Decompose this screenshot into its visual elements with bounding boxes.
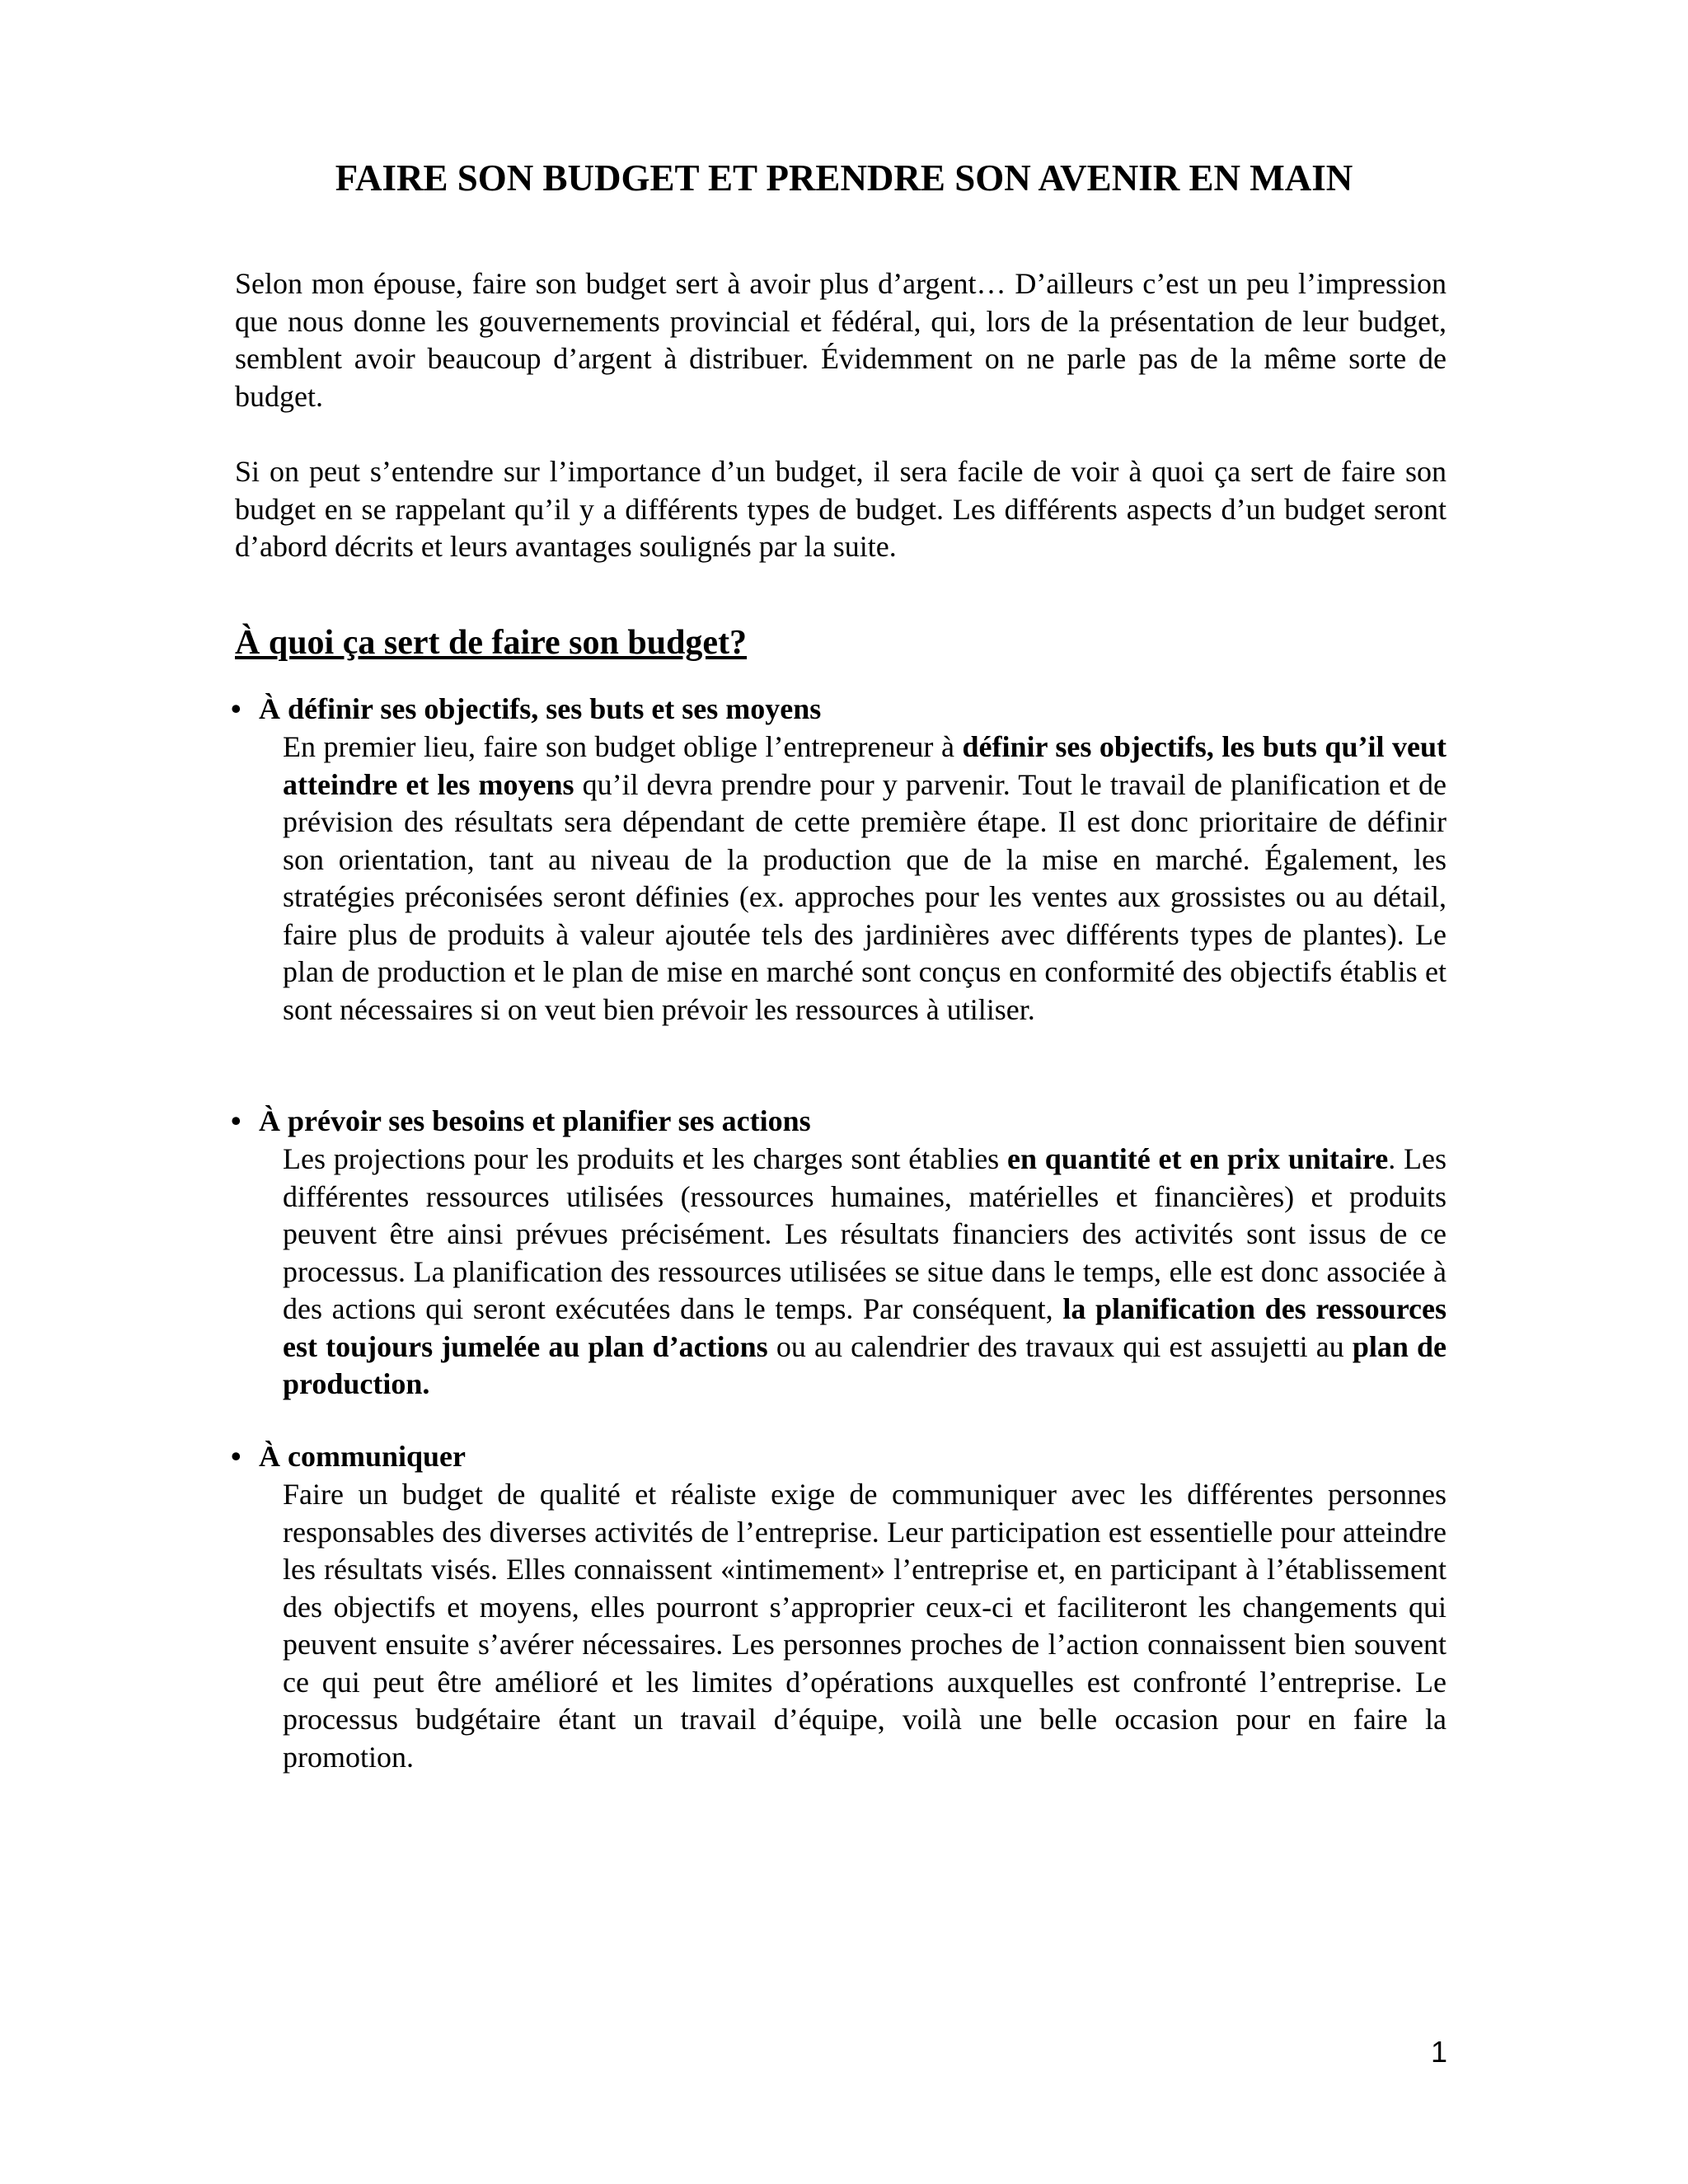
bullet-text: Faire un budget de qualité et réaliste exige de communiquer avec les différentes personnes responsables des diverses activités de l’entreprise. Leur participation est essentielle pour atteindre les résultats visés. Elles connaissent «intimement» l’entreprise et, en participant à l’établissement des objectifs et moyens, elles pourront s’approprier ceux-ci et faciliteront les changements qui peuvent ensuite s’avérer nécessaires. Les personnes proches de l’action connaissent bien souvent ce qui peut être amélioré et les limites d’opérations auxquelles est confronté l’entreprise. Le processus budgétaire étant un travail d’équipe, voilà une belle occasion pour en faire la promotion. bbox=[283, 1478, 1447, 1774]
bullet-title-objectifs bbox=[231, 691, 821, 729]
bullet-text: En premier lieu, faire son budget oblige l’entrepreneur à bbox=[283, 730, 963, 763]
bullet-title-besoins bbox=[231, 1103, 811, 1141]
bullet-text: Les projections pour les produits et les charges sont établies bbox=[283, 1142, 1007, 1175]
intro-paragraph-1: Selon mon épouse, faire son budget sert à avoir plus d’argent… D’ailleurs c’est un peu l’impression que nous donne les gouvernements provincial et fédéral, qui, lors de la présentation de leur budget, semblent avoir beaucoup d’argent à distribuer. Évidemment on ne parle pas de la même sorte de budget. bbox=[235, 267, 1447, 413]
bullet-emphasis: définir ses objectifs, les buts qu’il veut atteindre et les moyens bbox=[283, 730, 1447, 801]
bullet-title-communiquer bbox=[231, 1438, 466, 1476]
bullet-title-text: À prévoir ses besoins et planifier ses actions bbox=[259, 1104, 811, 1137]
bullet-text: ou au calendrier des travaux qui est assujetti au bbox=[767, 1329, 1353, 1363]
bullet-title-text: À communiquer bbox=[259, 1440, 466, 1473]
bullet-text: . Les différentes ressources utilisées (ressources humaines, matérielles et financières) et produits peuvent être ainsi prévues précisément. Les résultats financiers des activités sont issus de ce processus. La planification des ressources utilisées se situe dans le temps, elle est donc associée à des actions qui seront exécutées dans le temps. Par conséquent, bbox=[283, 1142, 1447, 1325]
section-heading: À quoi ça sert de faire son budget? bbox=[235, 624, 748, 662]
bullet-body-objectifs bbox=[283, 729, 1447, 1029]
bullet-title-text: À définir ses objectifs, ses buts et ses moyens bbox=[259, 692, 822, 725]
bullet-icon: • bbox=[231, 1440, 241, 1473]
bullet-emphasis: plan de production. bbox=[283, 1329, 1447, 1400]
bullet-icon: • bbox=[231, 1104, 241, 1137]
bullet-icon: • bbox=[231, 692, 241, 725]
bullet-body-communiquer bbox=[283, 1476, 1447, 1776]
intro-paragraph-2: Si on peut s’entendre sur l’importance d’un budget, il sera facile de voir à quoi ça sert de faire son budget en se rappelant qu’il y a différents types de budget. Les différents aspects d’un budget seront d’abord décrits et leurs avantages soulignés par la suite. bbox=[235, 455, 1447, 563]
bullet-emphasis: la planification des ressources est toujours jumelée au plan d’actions bbox=[283, 1292, 1447, 1363]
bullet-emphasis: en quantité et en prix unitaire bbox=[1006, 1142, 1389, 1175]
page-number: 1 bbox=[1430, 2035, 1447, 2069]
bullet-body-besoins bbox=[283, 1141, 1447, 1404]
document-title: FAIRE SON BUDGET ET PRENDRE SON AVENIR EN MAIN bbox=[335, 157, 1353, 199]
bullet-text: qu’il devra prendre pour y parvenir. Tout le travail de planification et de prévision des résultats sera dépendant de cette première étape. Il est donc prioritaire de définir son orientation, tant au niveau de la production que de la mise en marché. Également, les stratégies préconisées seront définies (ex. approches pour les ventes aux grossistes ou au détail, faire plus de produits à valeur ajoutée tels des jardinières avec différents types de plantes). Le plan de production et le plan de mise en marché sont conçus en conformité des objectifs établis et sont nécessaires si on veut bien prévoir les ressources à utiliser. bbox=[283, 767, 1447, 1026]
